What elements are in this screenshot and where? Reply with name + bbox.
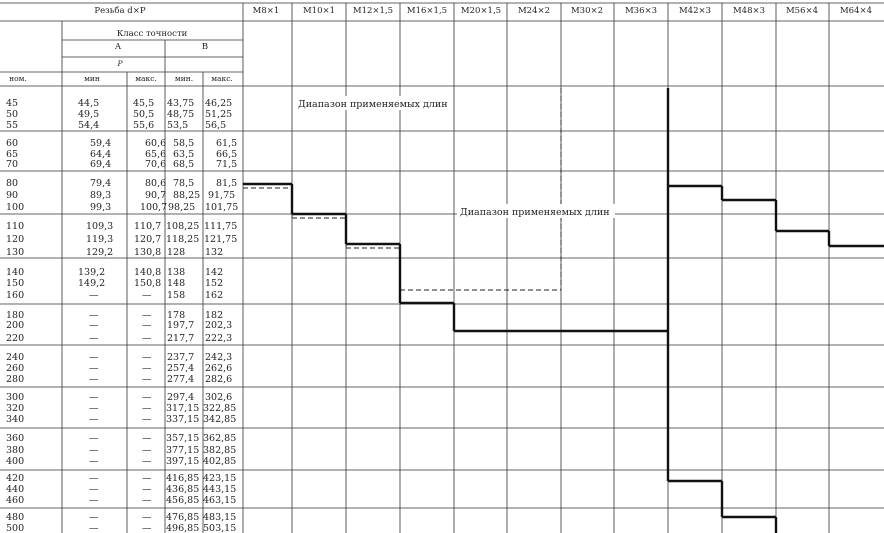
range-boundary-dashed xyxy=(243,88,561,290)
b-max-cell: 443,15 xyxy=(203,484,237,495)
table-row xyxy=(6,120,226,131)
b-min-cell: 128 xyxy=(167,247,186,258)
a-max-cell: 80,6 xyxy=(145,178,167,189)
b-max-cell: 81,5 xyxy=(216,178,238,189)
b-min-cell: 88,25 xyxy=(173,190,201,201)
col-nom: ном. xyxy=(9,74,27,83)
b-max-cell: 342,85 xyxy=(203,414,237,425)
b-max-cell: 71,5 xyxy=(216,159,238,170)
b-min-cell: 476,85 xyxy=(166,512,200,523)
thread-header: M8×1 xyxy=(252,6,280,16)
b-min-cell: 217,7 xyxy=(167,333,195,344)
col-a-max: макс. xyxy=(135,74,157,83)
nom-cell: 65 xyxy=(6,149,19,160)
a-max-cell: 100,7 xyxy=(140,202,168,213)
table-row xyxy=(6,98,232,109)
a-max-cell: 45,5 xyxy=(133,98,155,109)
b-min-cell: 178 xyxy=(167,310,186,321)
a-max-cell: — xyxy=(142,414,152,425)
b-min-cell: 397,15 xyxy=(166,456,200,467)
a-max-cell: — xyxy=(142,484,152,495)
a-min-cell: 129,2 xyxy=(86,247,114,258)
a-min-cell: — xyxy=(89,495,99,506)
a-max-cell: — xyxy=(142,320,152,331)
nom-cell: 380 xyxy=(6,445,25,456)
b-max-cell: 402,85 xyxy=(203,456,237,467)
table-row xyxy=(6,221,237,232)
thread-header: M36×3 xyxy=(624,6,658,16)
b-min-cell: 456,85 xyxy=(166,495,200,506)
thread-headers xyxy=(253,6,872,16)
a-max-cell: — xyxy=(142,495,152,506)
thread-header: M24×2 xyxy=(517,6,551,16)
a-min-cell: — xyxy=(89,414,99,425)
thread-header: M56×4 xyxy=(785,6,819,16)
b-min-cell: 436,85 xyxy=(166,484,200,495)
a-max-cell: — xyxy=(142,333,152,344)
nom-cell: 420 xyxy=(6,473,25,484)
a-max-cell: 60,6 xyxy=(145,138,167,149)
table-row xyxy=(6,247,223,258)
b-max-cell: 503,15 xyxy=(203,523,237,533)
thread-header: M16×1,5 xyxy=(406,6,448,16)
p-label: P xyxy=(117,59,123,68)
b-max-cell: 152 xyxy=(205,278,224,289)
b-max-cell: 121,75 xyxy=(204,234,238,245)
accuracy-class-label: Класс точности xyxy=(116,29,188,39)
table-row xyxy=(6,202,238,213)
a-min-cell: — xyxy=(89,310,99,321)
b-max-cell: 262,6 xyxy=(205,363,233,374)
b-min-cell: 98,25 xyxy=(168,202,196,213)
b-min-cell: 277,4 xyxy=(167,374,195,385)
nom-cell: 260 xyxy=(6,363,25,374)
a-max-cell: — xyxy=(142,392,152,403)
a-max-cell: — xyxy=(142,403,152,414)
b-max-cell: 162 xyxy=(205,290,224,301)
table-row xyxy=(6,290,223,301)
thread-header: M64×4 xyxy=(839,6,873,16)
b-max-cell: 483,15 xyxy=(203,512,237,523)
a-min-cell: 139,2 xyxy=(78,267,106,278)
thread-title: Резьба d×P xyxy=(94,6,146,16)
a-max-cell: 130,8 xyxy=(134,247,162,258)
nom-cell: 200 xyxy=(6,320,25,331)
b-max-cell: 222,3 xyxy=(205,333,233,344)
table-row xyxy=(6,178,237,189)
table-row xyxy=(6,109,232,120)
b-min-cell: 53,5 xyxy=(167,120,189,131)
table-row xyxy=(6,403,236,414)
a-min-cell: — xyxy=(89,392,99,403)
a-max-cell: 50,5 xyxy=(133,109,155,120)
a-min-cell: 119,3 xyxy=(86,234,114,245)
b-max-cell: 463,15 xyxy=(203,495,237,506)
nom-cell: 140 xyxy=(6,267,25,278)
table-row xyxy=(6,278,223,289)
b-max-cell: 61,5 xyxy=(216,138,238,149)
nom-cell: 130 xyxy=(6,247,25,258)
b-max-cell: 242,3 xyxy=(205,352,233,363)
b-min-cell: 377,15 xyxy=(166,445,200,456)
a-min-cell: — xyxy=(89,456,99,467)
nom-cell: 100 xyxy=(6,202,25,213)
table-row xyxy=(6,333,232,344)
b-min-cell: 78,5 xyxy=(173,178,195,189)
range-label-2: Диапазон применяемых длин xyxy=(460,207,610,218)
b-min-cell: 43,75 xyxy=(167,98,195,109)
a-min-cell: 59,4 xyxy=(90,138,112,149)
thread-header: M12×1,5 xyxy=(352,6,394,16)
b-min-cell: 197,7 xyxy=(167,320,195,331)
a-min-cell: — xyxy=(89,374,99,385)
nom-cell: 180 xyxy=(6,310,25,321)
a-min-cell: — xyxy=(89,433,99,444)
thread-header: M20×1,5 xyxy=(460,6,502,16)
nom-cell: 110 xyxy=(6,221,25,232)
nom-cell: 70 xyxy=(6,159,19,170)
a-min-cell: 149,2 xyxy=(78,278,106,289)
table-row xyxy=(6,159,237,170)
a-min-cell: — xyxy=(89,320,99,331)
nom-cell: 50 xyxy=(6,109,19,120)
b-max-cell: 202,3 xyxy=(205,320,233,331)
nom-cell: 460 xyxy=(6,495,25,506)
b-max-cell: 56,5 xyxy=(205,120,227,131)
a-max-cell: — xyxy=(142,374,152,385)
table-row xyxy=(6,473,236,484)
nom-cell: 220 xyxy=(6,333,25,344)
table-row xyxy=(6,374,232,385)
a-min-cell: — xyxy=(89,352,99,363)
a-min-cell: 79,4 xyxy=(90,178,112,189)
a-min-cell: — xyxy=(89,290,99,301)
table-row xyxy=(6,495,236,506)
table-row xyxy=(6,414,236,425)
table-row xyxy=(6,149,237,160)
table-row xyxy=(6,190,235,201)
thread-header: M10×1 xyxy=(302,6,336,16)
b-min-cell: 337,15 xyxy=(166,414,200,425)
a-max-cell: 55,6 xyxy=(133,120,155,131)
a-min-cell: — xyxy=(89,473,99,484)
b-max-cell: 302,6 xyxy=(205,392,233,403)
nom-cell: 340 xyxy=(6,414,25,425)
a-max-cell: 90,7 xyxy=(145,190,167,201)
b-min-cell: 108,25 xyxy=(166,221,200,232)
nom-cell: 160 xyxy=(6,290,25,301)
b-min-cell: 317,15 xyxy=(166,403,200,414)
data-rows xyxy=(6,98,238,533)
nom-cell: 120 xyxy=(6,234,25,245)
a-max-cell: 110,7 xyxy=(134,221,162,232)
b-max-cell: 362,85 xyxy=(203,433,237,444)
b-max-cell: 111,75 xyxy=(204,221,238,232)
a-max-cell: — xyxy=(142,473,152,484)
thread-header: M48×3 xyxy=(732,6,766,16)
a-min-cell: 49,5 xyxy=(78,109,100,120)
grid-lines xyxy=(0,3,884,533)
col-a-min: мин xyxy=(84,74,100,83)
col-b-min: мин. xyxy=(174,74,194,83)
b-max-cell: 46,25 xyxy=(205,98,233,109)
b-max-cell: 182 xyxy=(205,310,224,321)
a-min-cell: — xyxy=(89,523,99,533)
a-max-cell: 65,6 xyxy=(145,149,167,160)
a-min-cell: — xyxy=(89,484,99,495)
table-row xyxy=(6,320,232,331)
a-min-cell: 54,4 xyxy=(78,120,100,131)
a-max-cell: — xyxy=(142,433,152,444)
nom-cell: 320 xyxy=(6,403,25,414)
nom-cell: 280 xyxy=(6,374,25,385)
b-max-cell: 51,25 xyxy=(205,109,233,120)
a-min-cell: — xyxy=(89,445,99,456)
a-max-cell: — xyxy=(142,290,152,301)
a-min-cell: — xyxy=(89,403,99,414)
b-min-cell: 138 xyxy=(167,267,186,278)
a-min-cell: — xyxy=(89,512,99,523)
b-max-cell: 423,15 xyxy=(203,473,237,484)
table-row xyxy=(6,512,236,523)
table-row xyxy=(6,523,236,533)
b-min-cell: 496,85 xyxy=(166,523,200,533)
table-row xyxy=(6,352,232,363)
table-row xyxy=(6,138,237,149)
range-label-1: Диапазон применяемых длин xyxy=(298,99,448,110)
b-max-cell: 142 xyxy=(205,267,224,278)
a-max-cell: 140,8 xyxy=(134,267,162,278)
a-max-cell: 150,8 xyxy=(134,278,162,289)
table-row xyxy=(6,363,232,374)
class-b-label: В xyxy=(201,42,209,52)
nom-cell: 400 xyxy=(6,456,25,467)
b-min-cell: 158 xyxy=(167,290,186,301)
nom-cell: 60 xyxy=(6,138,19,149)
nom-cell: 300 xyxy=(6,392,25,403)
a-max-cell: — xyxy=(142,352,152,363)
table-row xyxy=(6,392,232,403)
thread-header: M42×3 xyxy=(678,6,712,16)
b-max-cell: 101,75 xyxy=(205,202,239,213)
table-row xyxy=(6,484,236,495)
a-min-cell: 99,3 xyxy=(90,202,112,213)
b-min-cell: 357,15 xyxy=(166,433,200,444)
thread-header: M30×2 xyxy=(570,6,604,16)
a-max-cell: — xyxy=(142,456,152,467)
a-max-cell: — xyxy=(142,363,152,374)
b-min-cell: 416,85 xyxy=(166,473,200,484)
a-min-cell: — xyxy=(89,363,99,374)
nom-cell: 480 xyxy=(6,512,25,523)
b-min-cell: 58,5 xyxy=(173,138,195,149)
a-min-cell: 109,3 xyxy=(86,221,114,232)
nom-cell: 150 xyxy=(6,278,25,289)
nom-cell: 55 xyxy=(6,120,19,131)
b-max-cell: 282,6 xyxy=(205,374,233,385)
a-min-cell: — xyxy=(89,333,99,344)
b-max-cell: 132 xyxy=(205,247,224,258)
b-min-cell: 148 xyxy=(167,278,186,289)
nom-cell: 80 xyxy=(6,178,19,189)
table-row xyxy=(6,445,236,456)
nom-cell: 500 xyxy=(6,523,25,533)
b-max-cell: 382,85 xyxy=(203,445,237,456)
b-min-cell: 257,4 xyxy=(167,363,195,374)
a-max-cell: — xyxy=(142,310,152,321)
table-row xyxy=(6,433,236,444)
range-boundary-solid xyxy=(243,88,884,533)
b-min-cell: 297,4 xyxy=(167,392,195,403)
b-min-cell: 118,25 xyxy=(166,234,200,245)
table-header xyxy=(9,5,233,83)
b-min-cell: 48,75 xyxy=(167,109,195,120)
b-max-cell: 66,5 xyxy=(216,149,238,160)
table-row xyxy=(6,267,223,278)
b-min-cell: 68,5 xyxy=(173,159,195,170)
nom-cell: 45 xyxy=(6,98,19,109)
nom-cell: 90 xyxy=(6,190,19,201)
a-max-cell: — xyxy=(142,523,152,533)
class-a-label: А xyxy=(114,42,122,52)
a-min-cell: 44,5 xyxy=(78,98,100,109)
table-row xyxy=(6,456,236,467)
a-min-cell: 89,3 xyxy=(90,190,112,201)
b-min-cell: 237,7 xyxy=(167,352,195,363)
a-min-cell: 64,4 xyxy=(90,149,112,160)
b-max-cell: 91,75 xyxy=(208,190,236,201)
b-max-cell: 322,85 xyxy=(203,403,237,414)
a-max-cell: — xyxy=(142,445,152,456)
nom-cell: 240 xyxy=(6,352,25,363)
col-b-max: макс. xyxy=(211,74,233,83)
a-max-cell: 120,7 xyxy=(134,234,162,245)
nom-cell: 440 xyxy=(6,484,25,495)
nom-cell: 360 xyxy=(6,433,25,444)
a-max-cell: 70,6 xyxy=(145,159,167,170)
b-min-cell: 63,5 xyxy=(173,149,195,160)
a-max-cell: — xyxy=(142,512,152,523)
a-min-cell: 69,4 xyxy=(90,159,112,170)
table-row xyxy=(6,234,237,245)
